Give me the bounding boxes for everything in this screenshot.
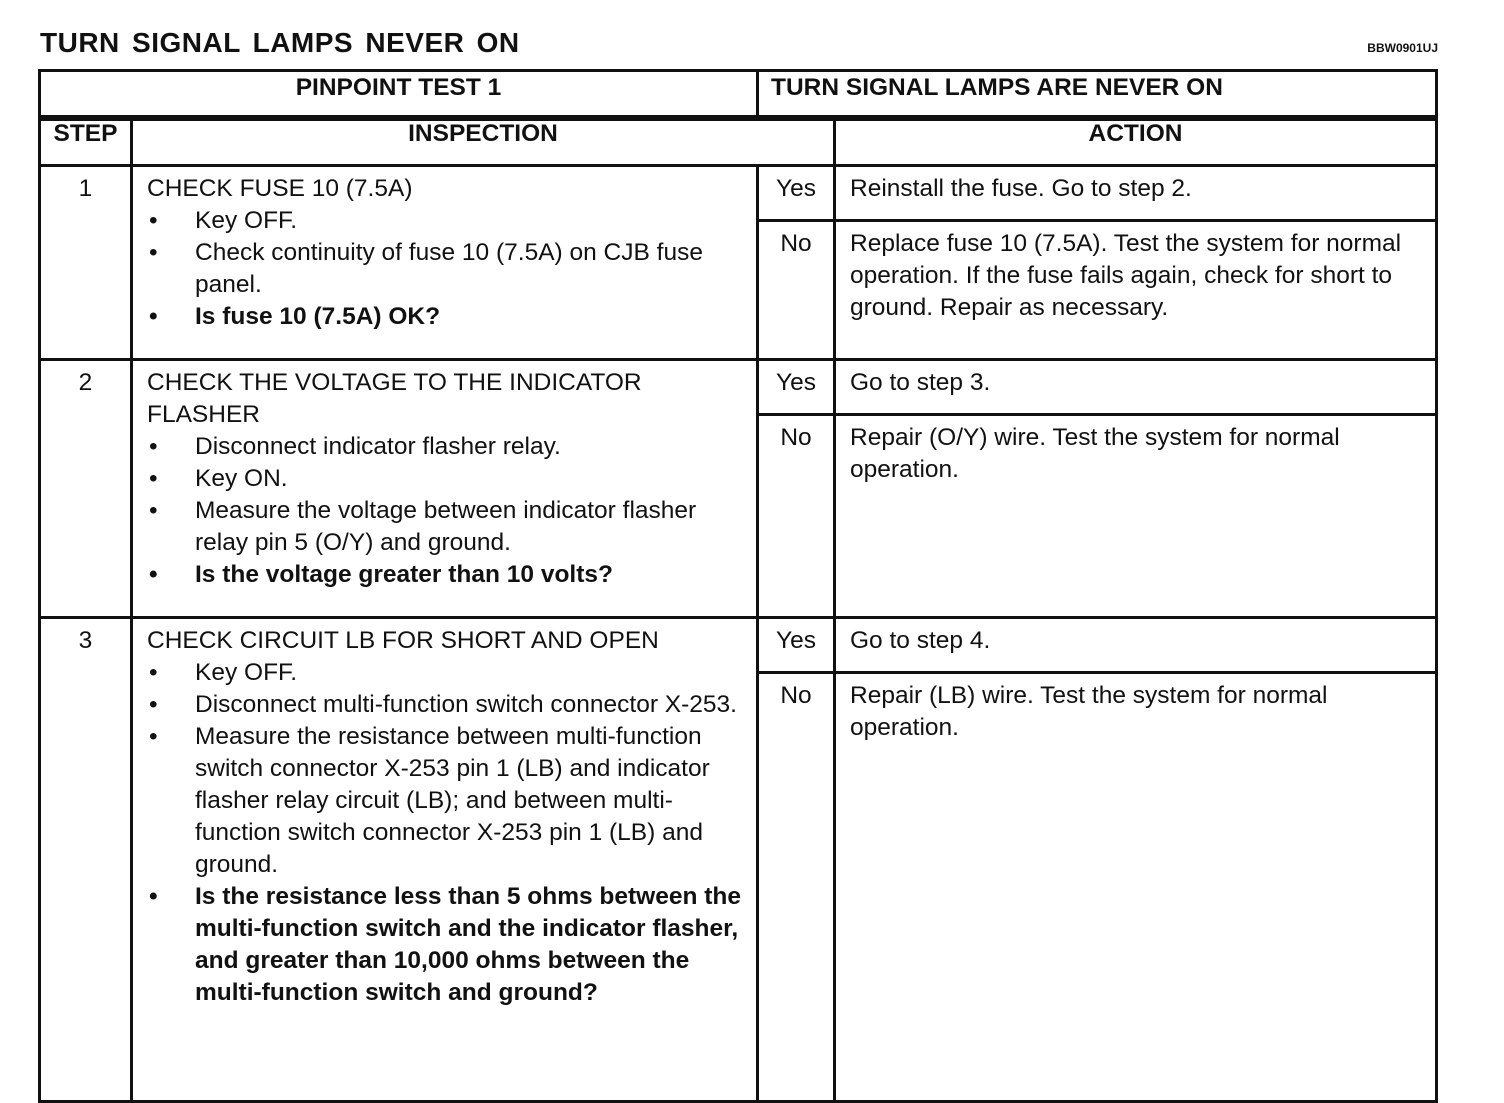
inspection-bullet [147, 463, 746, 495]
no-action: Replace fuse 10 (7.5A). Test the system for normal operation. If the fuse fails again, check for short to ground. Repair as necessary. [835, 221, 1437, 360]
inspection-bullet [147, 721, 746, 881]
test-header-row [40, 71, 1437, 120]
bullet-icon: • [149, 659, 158, 686]
bullet-icon: • [149, 723, 158, 750]
no-action: Repair (LB) wire. Test the system for normal operation. [835, 673, 1437, 1102]
step-number: 3 [40, 618, 132, 1102]
yes-action: Go to step 3. [835, 360, 1437, 415]
document-code: BBW0901UJ [1367, 41, 1438, 55]
bullet-text: Key OFF. [195, 207, 298, 234]
no-label: No [758, 415, 835, 618]
inspection-bullet [147, 431, 746, 463]
page-title: TURN SIGNAL LAMPS NEVER ON [40, 27, 520, 58]
step-column-header: STEP [40, 117, 132, 166]
step-row [40, 166, 1437, 221]
inspection-bullet [147, 657, 746, 689]
step-row [40, 618, 1437, 673]
step-inspection [132, 360, 758, 618]
step-inspection [132, 166, 758, 360]
bullet-text: Disconnect multi-function switch connector X-253. [195, 691, 737, 718]
inspection-question [147, 559, 746, 591]
pinpoint-test-description: TURN SIGNAL LAMPS ARE NEVER ON [758, 71, 1437, 120]
inspection-question [147, 881, 746, 1009]
step-title: CHECK FUSE 10 (7.5A) [147, 175, 413, 202]
pinpoint-test-table [38, 69, 1438, 121]
bullet-text: Check continuity of fuse 10 (7.5A) on CJB fuse panel. [195, 239, 703, 298]
bullet-icon: • [149, 207, 158, 234]
bullet-icon: • [149, 691, 158, 718]
no-action: Repair (O/Y) wire. Test the system for normal operation. [835, 415, 1437, 618]
bullet-icon: • [149, 465, 158, 492]
inspection-bullet-list [147, 205, 746, 333]
bullet-icon: • [149, 303, 158, 330]
yes-label: Yes [758, 166, 835, 221]
question-text: Is fuse 10 (7.5A) OK? [195, 303, 441, 330]
bullet-icon: • [149, 497, 158, 524]
bullet-text: Disconnect indicator flasher relay. [195, 433, 561, 460]
inspection-bullet [147, 495, 746, 559]
no-label: No [758, 221, 835, 360]
step-title: CHECK THE VOLTAGE TO THE INDICATOR FLASHER [147, 369, 642, 428]
bullet-text: Measure the voltage between indicator flasher relay pin 5 (O/Y) and ground. [195, 497, 697, 556]
action-column-header: ACTION [835, 117, 1437, 166]
bullet-icon: • [149, 433, 158, 460]
column-header-row [40, 117, 1437, 166]
no-label: No [758, 673, 835, 1102]
pinpoint-test-label: PINPOINT TEST 1 [40, 71, 758, 120]
inspection-table [38, 115, 1438, 1103]
step-row [40, 360, 1437, 415]
bullet-text: Key ON. [195, 465, 288, 492]
step-number: 2 [40, 360, 132, 618]
inspection-bullet [147, 205, 746, 237]
yes-label: Yes [758, 360, 835, 415]
bullet-icon: • [149, 239, 158, 266]
bullet-text: Key OFF. [195, 659, 298, 686]
inspection-bullet [147, 689, 746, 721]
bullet-icon: • [149, 561, 158, 588]
step-title: CHECK CIRCUIT LB FOR SHORT AND OPEN [147, 627, 659, 654]
bullet-text: Measure the resistance between multi-function switch connector X-253 pin 1 (LB) and indicator flasher relay circuit (LB); and between multi-function switch connector X-253 pin 1 (LB) and ground. [195, 723, 710, 878]
yes-label: Yes [758, 618, 835, 673]
bullet-icon: • [149, 883, 158, 910]
yes-action: Reinstall the fuse. Go to step 2. [835, 166, 1437, 221]
inspection-column-header: INSPECTION [132, 117, 835, 166]
inspection-bullet-list [147, 431, 746, 591]
inspection-bullet-list [147, 657, 746, 1009]
question-text: Is the voltage greater than 10 volts? [195, 561, 613, 588]
step-number: 1 [40, 166, 132, 360]
yes-action: Go to step 4. [835, 618, 1437, 673]
question-text: Is the resistance less than 5 ohms between the multi-function switch and the indicator flasher, and greater than 10,000 ohms between the multi-function switch and ground? [195, 883, 741, 1006]
step-inspection [132, 618, 758, 1102]
inspection-bullet [147, 237, 746, 301]
inspection-question [147, 301, 746, 333]
